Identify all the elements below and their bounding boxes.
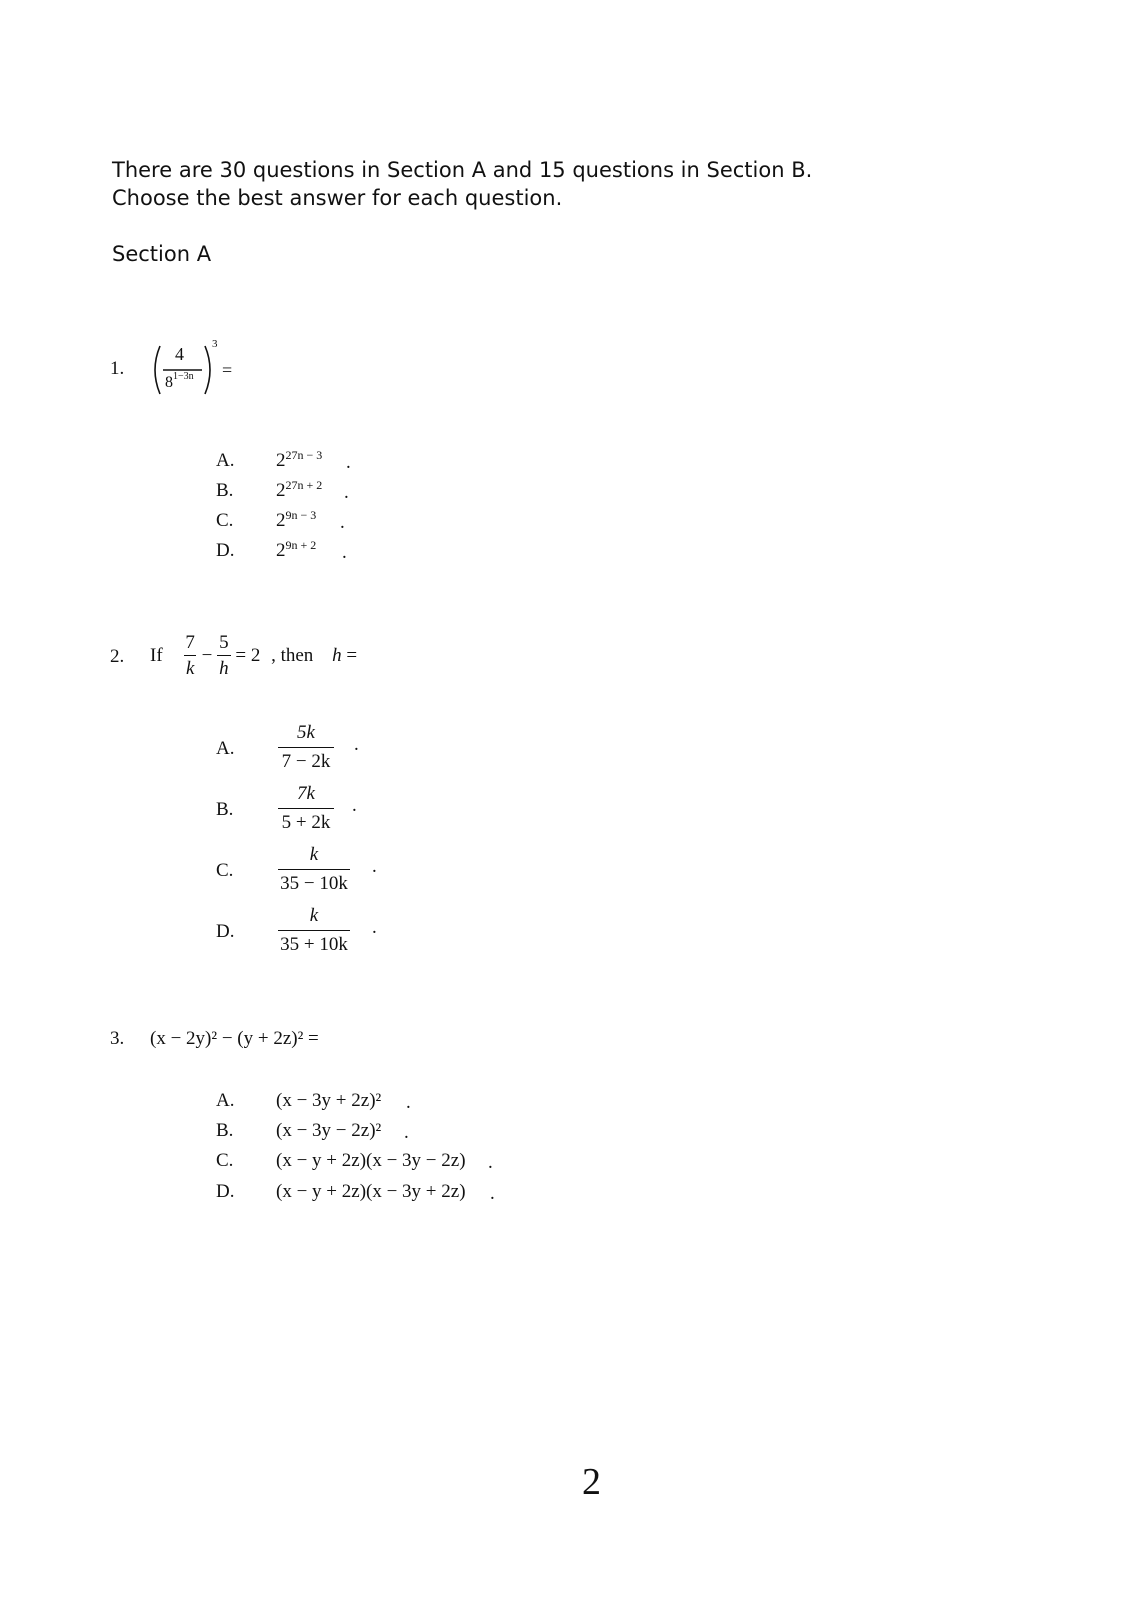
section-title: Section A bbox=[112, 242, 212, 266]
q2-option-a[interactable]: 5k 7 − 2k bbox=[278, 722, 334, 773]
question-3-number: 3. bbox=[110, 1028, 125, 1049]
question-1-numerator: 4 bbox=[175, 344, 184, 364]
q3-option-c-dot: . bbox=[488, 1152, 493, 1173]
q3-option-c[interactable]: (x − y + 2z)(x − 3y − 2z) bbox=[276, 1150, 466, 1171]
q1-option-b-dot: . bbox=[344, 482, 349, 503]
q1-option-a-letter: A. bbox=[216, 450, 235, 471]
question-3-stem: (x − 2y)² − (y + 2z)² = bbox=[150, 1028, 319, 1049]
q2-option-d-letter: D. bbox=[216, 921, 235, 942]
q3-option-b-letter: B. bbox=[216, 1120, 234, 1141]
instructions-line-1: There are 30 questions in Section A and 15 questions in Section B. bbox=[112, 158, 813, 182]
q1-option-d-letter: D. bbox=[216, 540, 235, 561]
question-2-fraction-1: $\frac{7}{k}$ bbox=[185, 632, 195, 679]
question-1-outer-exponent: 3 bbox=[212, 338, 218, 350]
q2-option-c-letter: C. bbox=[216, 860, 234, 881]
q1-option-c[interactable]: $2^{9n - 3}$ bbox=[276, 508, 317, 531]
q3-option-a-letter: A. bbox=[216, 1090, 235, 1111]
q2-option-b-letter: B. bbox=[216, 799, 234, 820]
q1-option-d-dot: . bbox=[342, 542, 347, 563]
q2-option-a-letter: A. bbox=[216, 738, 235, 759]
q1-option-c-dot: . bbox=[340, 512, 345, 533]
q1-option-b-letter: B. bbox=[216, 480, 234, 501]
question-2-if: If bbox=[150, 645, 163, 666]
question-2-variable: h bbox=[332, 645, 342, 666]
q1-option-a[interactable]: $2^{27n - 3}$ bbox=[276, 448, 323, 471]
right-paren bbox=[205, 346, 210, 394]
q2-option-b[interactable]: 7k 5 + 2k bbox=[278, 783, 334, 834]
question-1-equals: = bbox=[222, 360, 233, 380]
question-2-equals: = bbox=[346, 645, 358, 666]
q2-option-a-dot: . bbox=[354, 734, 359, 755]
q2-option-d-dot: . bbox=[372, 917, 377, 938]
question-1-denominator: $8^{1-3n}$ bbox=[165, 371, 194, 391]
q2-option-c[interactable]: k 35 − 10k bbox=[278, 844, 350, 895]
question-2-minus: − bbox=[201, 645, 213, 666]
q1-option-c-letter: C. bbox=[216, 510, 234, 531]
q3-option-b[interactable]: (x − 3y − 2z)² bbox=[276, 1120, 382, 1141]
instructions-line-2: Choose the best answer for each question. bbox=[112, 186, 563, 210]
question-2-number: 2. bbox=[110, 646, 125, 667]
q3-option-d-letter: D. bbox=[216, 1181, 235, 1202]
q1-option-a-dot: . bbox=[346, 452, 351, 473]
instructions bbox=[112, 156, 812, 212]
q1-option-b[interactable]: $2^{27n + 2}$ bbox=[276, 478, 323, 501]
q1-option-d[interactable]: $2^{9n + 2}$ bbox=[276, 538, 317, 561]
question-2-then: , then bbox=[271, 645, 314, 666]
q2-option-b-dot: . bbox=[352, 795, 357, 816]
q3-option-d[interactable]: (x − y + 2z)(x − 3y + 2z) bbox=[276, 1181, 466, 1202]
q3-option-d-dot: . bbox=[490, 1183, 495, 1204]
question-2-equation-rhs: = 2 bbox=[235, 645, 261, 666]
question-2-fraction-2: $\frac{5}{h}$ bbox=[219, 632, 229, 679]
question-1-paren-expression bbox=[150, 338, 220, 402]
question-1-stem bbox=[150, 338, 250, 402]
q2-option-d[interactable]: k 35 + 10k bbox=[278, 905, 350, 956]
q3-option-a[interactable]: (x − 3y + 2z)² bbox=[276, 1090, 382, 1111]
q2-option-c-dot: . bbox=[372, 856, 377, 877]
question-1-number: 1. bbox=[110, 358, 125, 379]
page-number: 2 bbox=[582, 1461, 601, 1503]
left-paren bbox=[155, 346, 160, 394]
q3-option-a-dot: . bbox=[406, 1092, 411, 1113]
q3-option-c-letter: C. bbox=[216, 1150, 234, 1171]
question-2-stem bbox=[150, 632, 357, 680]
q3-option-b-dot: . bbox=[404, 1122, 409, 1143]
